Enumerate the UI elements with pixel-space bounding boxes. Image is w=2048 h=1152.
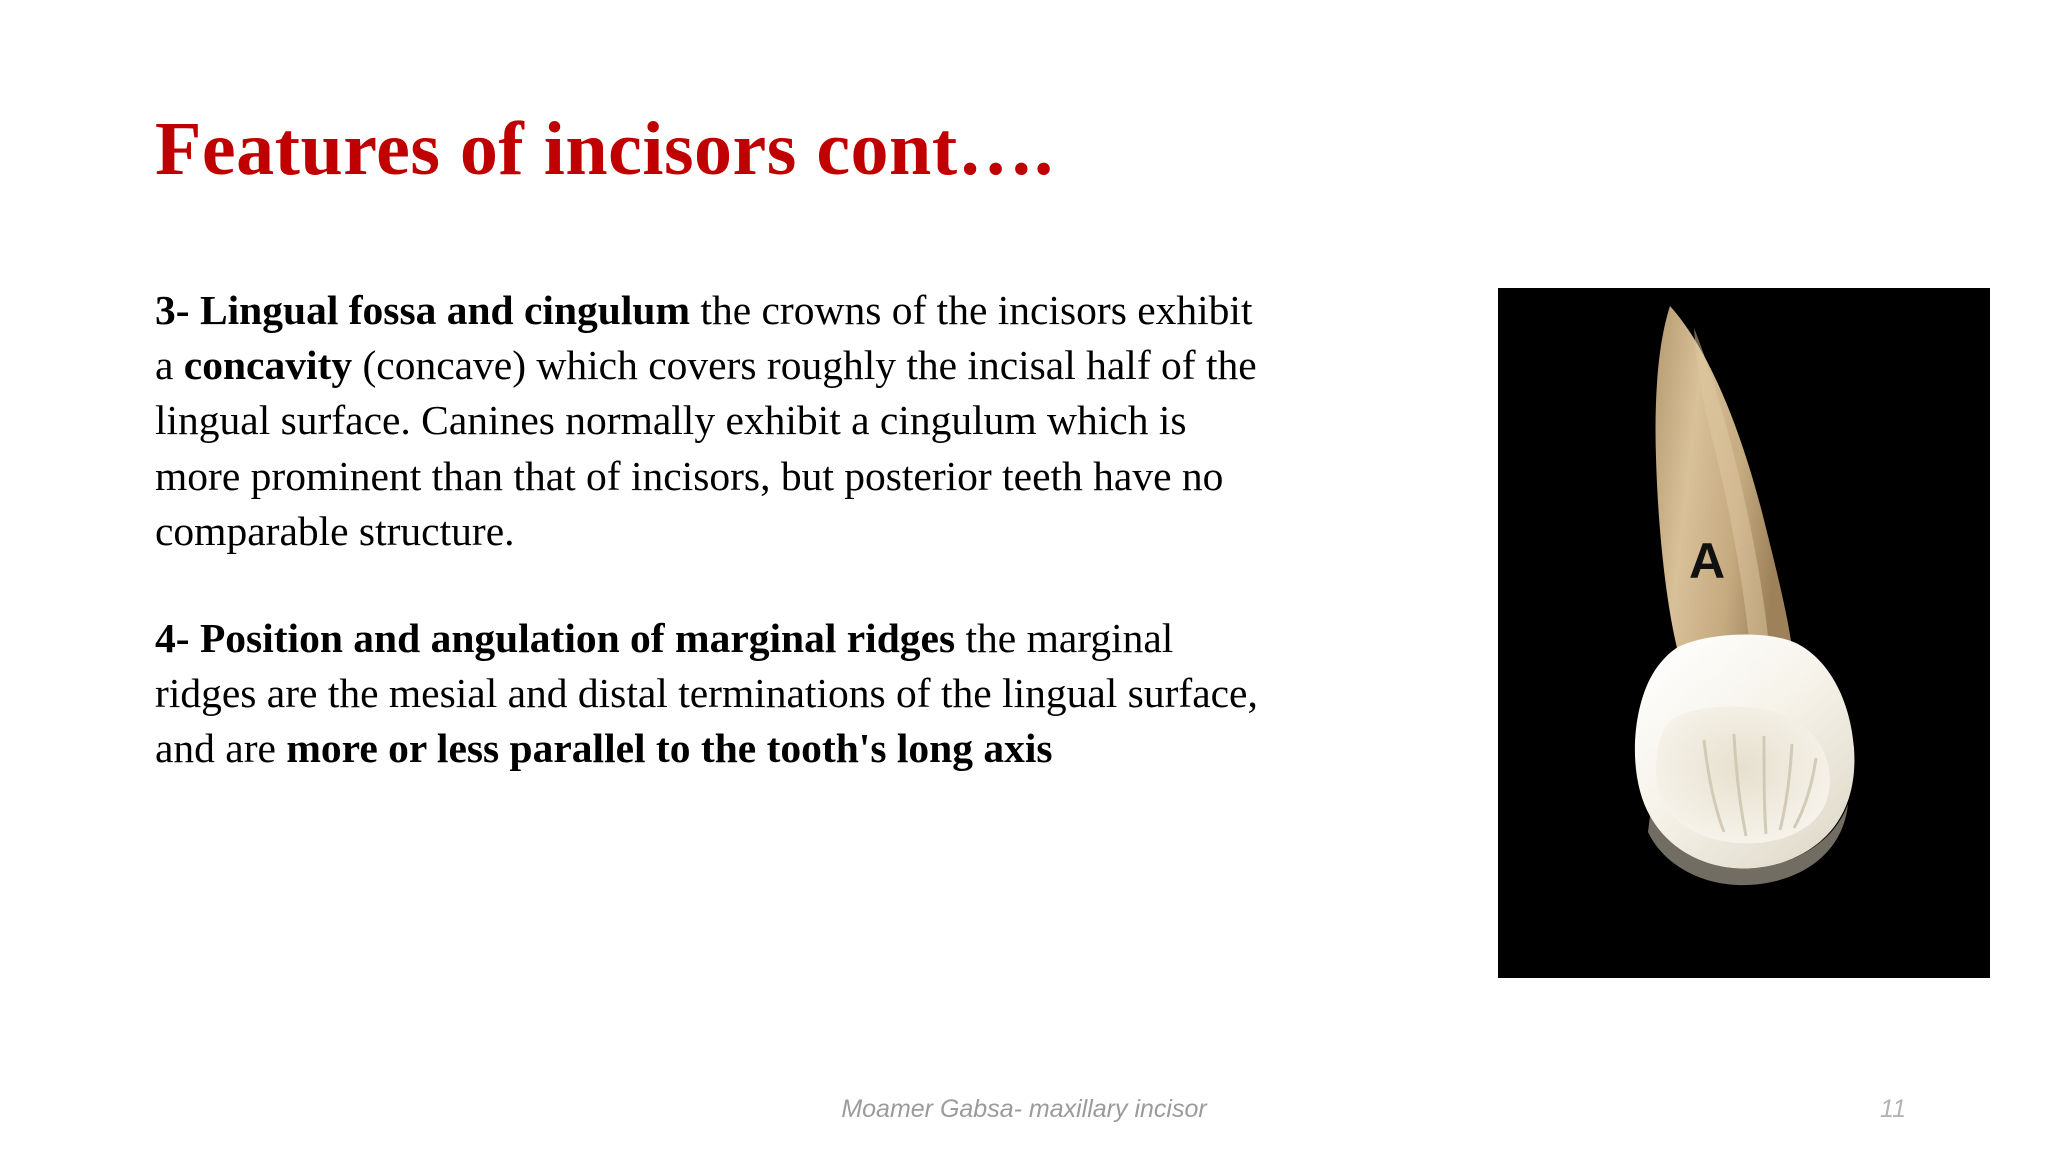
paragraph-marginal-ridges <box>155 611 1265 777</box>
maxillary-incisor-photo <box>1498 288 1990 978</box>
paragraph-lingual-fossa <box>155 283 1265 559</box>
paragraph-lingual-fossa-text-1: the crowns of the incisors exhibit a <box>155 287 1253 389</box>
paragraph-marginal-ridges-text-1: the marginal ridges are the mesial and distal terminations of the lingual surface, and are <box>155 614 1258 772</box>
image-label-a: A <box>1689 533 1726 589</box>
paragraph-marginal-ridges-lead: 4- Position and angulation of marginal ridges <box>155 614 956 661</box>
page-title: Features of incisors cont…. <box>155 107 1054 191</box>
page-number: 11 <box>1880 1095 1906 1123</box>
body-text-column <box>155 283 1265 777</box>
paragraph-lingual-fossa-emphasis: concavity <box>183 342 353 389</box>
footer-note: Moamer Gabsa- maxillary incisor <box>841 1095 1207 1123</box>
paragraph-lingual-fossa-text-2: (concave) which covers roughly the incisal half of the lingual surface. Canines normally exhibit a cingulum which is more prominent than that of incisors, but posterior teeth have no comparable structure. <box>155 342 1257 554</box>
tooth-illustration <box>1498 288 1990 978</box>
paragraph-marginal-ridges-emphasis: more or less parallel to the tooth's long axis <box>286 725 1053 772</box>
paragraph-lingual-fossa-lead: 3- Lingual fossa and cingulum <box>155 287 691 333</box>
